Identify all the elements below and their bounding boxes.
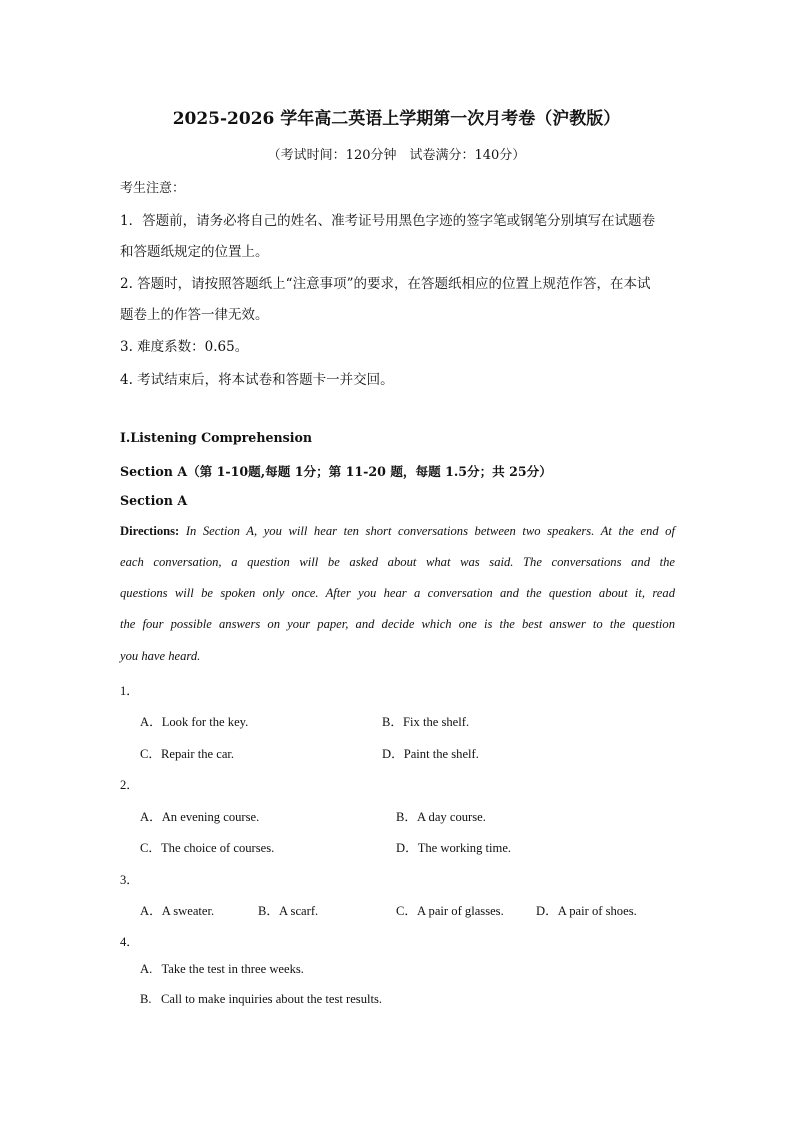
question-number: 3． [120,873,139,887]
notice-item: 3. 难度系数：0.65。 [120,339,249,355]
directions-label: Directions: [120,524,180,538]
notice-heading: 考生注意： [120,181,186,196]
option-b[interactable]: B．Fix the shelf. [382,715,470,729]
directions-text: In Section A, you will hear ten short conversations between two speakers. At the end of [185,524,675,538]
directions-line: questions will be spoken only once. After you hear a conversation and the question about it, read [120,586,675,600]
notice-item: 和答题纸规定的位置上。 [120,244,269,260]
option-a[interactable]: A．Look for the key. [140,715,249,729]
page-title: 2025-2026 学年高二英语上学期第一次月考卷（沪教版） [172,109,621,129]
option-b[interactable]: B. Call to make inquiries about the test results. [140,992,383,1006]
directions-line: the four possible answers on your paper, and decide which one is the best answer to the question [120,617,675,631]
option-a[interactable]: A．An evening course. [140,810,260,824]
notice-item: 2. 答题时，请按照答题纸上“注意事项”的要求，在答题纸相应的位置上规范作答，在本试 [120,276,651,292]
exam-info: （考试时间：120分钟 试卷满分：140分） [267,148,526,163]
section-a-rule-text: Section A（第 1-10题,每题 1分；第 11-20 题，每题 1.5分；共 25分） [120,464,552,479]
option-d[interactable]: D．The working time. [396,841,512,855]
section-a-label: Section A [120,493,188,508]
option-c[interactable]: C．The choice of courses. [140,841,275,855]
option-c[interactable]: C．Repair the car. [140,747,235,761]
option-c[interactable]: C．A pair of glasses. [396,904,504,918]
directions-line: you have heard. [120,649,201,663]
option-d[interactable]: D．A pair of shoes. [536,904,637,918]
option-a[interactable]: A．A sweater. [140,904,215,918]
directions-line [120,524,675,539]
option-b[interactable]: B．A scarf. [258,904,319,918]
section-a-rule [120,461,552,480]
notice-item: 1．答题前，请务必将自己的姓名、准考证号用黑色字迹的签字笔或钢笔分别填写在试题卷 [120,213,656,229]
question-number: 1． [120,684,139,698]
option-a[interactable]: A. Take the test in three weeks. [140,962,304,976]
question-number: 2． [120,778,139,792]
question-number: 4． [120,935,139,949]
notice-item: 题卷上的作答一律无效。 [120,307,269,323]
section-heading: I.Listening Comprehension [120,430,313,445]
directions-line: each conversation, a question will be asked about what was said. The conversations and the [120,555,675,569]
option-d[interactable]: D．Paint the shelf. [382,747,479,761]
notice-item: 4. 考试结束后，将本试卷和答题卡一并交回。 [120,372,394,388]
option-b[interactable]: B．A day course. [396,810,486,824]
